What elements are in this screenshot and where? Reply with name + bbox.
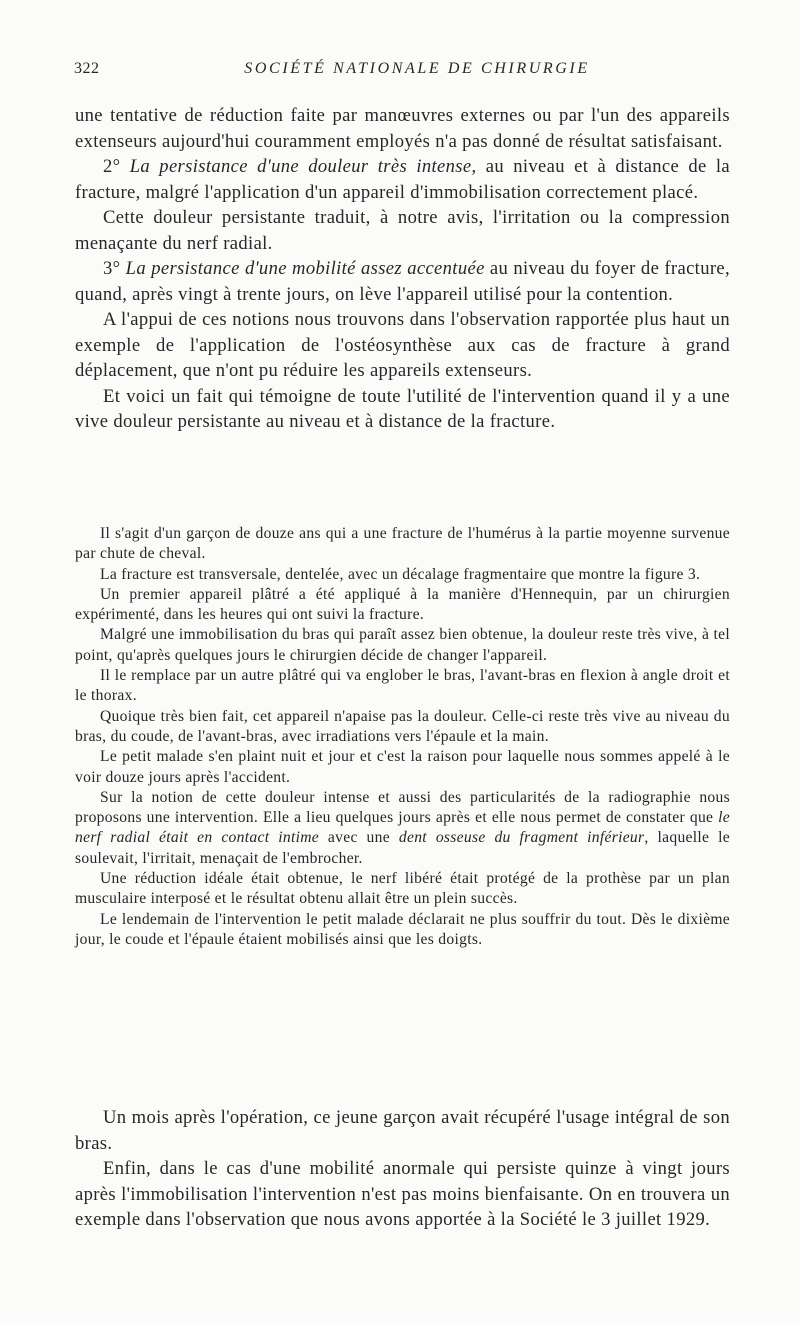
intro-paragraph (75, 307, 730, 384)
case-paragraph: Le lendemain de l'intervention le petit malade déclarait ne plus souffrir du tout. Dès le dixième jour, le coude et l'épaule étaient mobilisés ainsi que les doigts. (75, 910, 730, 948)
case-report (75, 524, 730, 950)
italic-heading: La persistance d'une mobilité assez accentuée (125, 258, 485, 279)
paragraph-text: Sur la notion de cette douleur intense et aussi des particularités de la radiographie nous proposons une intervention. Elle a lieu quelques jours après et elle nous permet de constater que (75, 788, 730, 827)
paragraph-text: A l'appui de ces notions nous trouvons dans l'observation rapportée plus haut un exemple de l'application de l'ostéosynthèse aux cas de fracture à grand déplacement, que n'ont pu réduire les appareils extenseurs. (75, 309, 730, 381)
item-number: 2° (103, 156, 130, 177)
paragraph-text: , laquelle le soulevait, l'irritait, menaçait de l'embrocher. (75, 829, 730, 867)
paragraph-text: une tentative de réduction faite par manœuvres externes ou par l'un des appareils extenseurs aujourd'hui couramment employés n'a pas donné de résultat satisfaisant. (75, 105, 730, 152)
case-paragraph: Il s'agit d'un garçon de douze ans qui a une fracture de l'humérus à la partie moyenne survenue par chute de cheval. (75, 525, 730, 563)
paragraph-text: Et voici un fait qui témoigne de toute l'utilité de l'intervention quand il y a une vive douleur persistante au niveau et à distance de la fracture. (75, 385, 730, 432)
case-paragraph: Une réduction idéale était obtenue, le nerf libéré était protégé de la prothèse par un plan musculaire interposé et le résultat obtenu allait être un plein succès. (75, 870, 730, 908)
intro-paragraph (75, 154, 730, 205)
case-paragraph: Un premier appareil plâtré a été appliqué à la manière d'Hennequin, par un chirurgien expérimenté, dans les heures qui ont suivi la fracture. (75, 585, 730, 624)
case-paragraph: Le petit malade s'en plaint nuit et jour et c'est la raison pour laquelle nous sommes appelé à le voir douze jours après l'accident. (75, 748, 730, 786)
page-number: 322 (74, 60, 100, 77)
item-number: 3° (103, 258, 126, 279)
italic-heading: La persistance d'une douleur très intense (129, 156, 472, 177)
paragraph-text: Cette douleur persistante traduit, à notre avis, l'irritation ou la compression menaçante du nerf radial. (75, 207, 730, 254)
paragraph-text: , au niveau et à distance de la fracture, malgré l'application d'un appareil d'immobilisation correctement placé. (75, 156, 730, 203)
case-paragraph: Malgré une immobilisation du bras qui paraît assez bien obtenue, la douleur reste très vive, à tel point, qu'après quelques jours le chirurgien décide de changer l'appareil. (75, 626, 730, 664)
paragraph-text: au niveau du foyer de fracture, quand, après vingt à trente jours, on lève l'appareil utilisé pour la contention. (75, 258, 730, 305)
paragraph-text: avec une (319, 829, 399, 847)
italic-phrase: le nerf radial était en contact intime (75, 809, 730, 847)
conclusion-paragraph: Enfin, dans le cas d'une mobilité anormale qui persiste quinze à vingt jours après l'immobilisation l'intervention n'est pas moins bienfaisante. On en trouvera un exemple dans l'observation que nous avons apportée à la Société le 3 juillet 1929. (75, 1158, 730, 1230)
italic-phrase: dent osseuse du fragment inférieur (398, 829, 645, 847)
case-paragraph: Quoique très bien fait, cet appareil n'apaise pas la douleur. Celle-ci reste très vive au niveau du bras, du coude, de l'avant-bras, avec irradiations vers l'épaule et la main. (75, 707, 730, 745)
case-paragraph (75, 788, 730, 869)
intro-paragraph (75, 384, 730, 435)
intro-paragraph (75, 256, 730, 307)
intro-paragraph (75, 205, 730, 256)
conclusion-section (75, 1105, 730, 1233)
running-head (74, 60, 730, 84)
conclusion-paragraph: Un mois après l'opération, ce jeune garçon avait récupéré l'usage intégral de son bras. (75, 1107, 730, 1154)
case-paragraph: Il le remplace par un autre plâtré qui va englober le bras, l'avant-bras en flexion à angle droit et le thorax. (75, 667, 730, 705)
intro-paragraph (75, 103, 730, 154)
case-paragraph: La fracture est transversale, dentelée, avec un décalage fragmentaire que montre la figure 3. (100, 565, 701, 583)
intro-section (75, 103, 730, 435)
journal-title: SOCIÉTÉ NATIONALE DE CHIRURGIE (244, 60, 590, 77)
